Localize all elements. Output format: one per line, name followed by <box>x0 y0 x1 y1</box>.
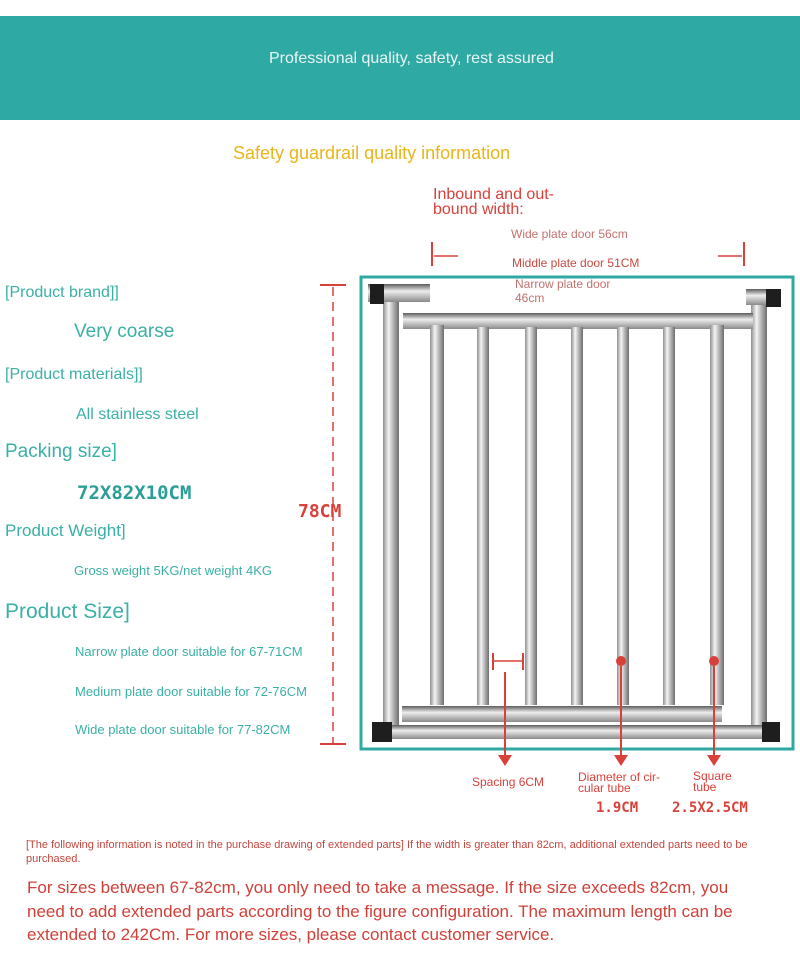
square-label: Square tube <box>693 769 732 794</box>
packing-value: 72X82X10CM <box>77 482 192 504</box>
size-label: Product Size] <box>5 600 130 623</box>
weight-value: Gross weight 5KG/net weight 4KG <box>74 563 272 578</box>
brand-value: Very coarse <box>74 321 175 342</box>
width-heading: Inbound and out-bound width: <box>433 186 554 218</box>
middle-door-width: Middle plate door 51CM <box>512 256 640 270</box>
section-title: Safety guardrail quality information <box>233 143 511 163</box>
size-instructions: For sizes between 67-82cm, you only need to take a message. If the size exceeds 82cm, you need to add extended parts according to the figure configuration. The maximum length can be extended to 242Cm. For more sizes, please contact customer service. <box>27 878 733 944</box>
round-bar <box>617 327 629 705</box>
round-bar <box>525 327 537 705</box>
weight-label: Product Weight] <box>5 521 126 540</box>
diameter-label: Diameter of cir-cular tube <box>578 770 661 795</box>
bottom-door-rail <box>402 706 722 722</box>
spacing-arrowhead <box>498 755 512 766</box>
materials-value: All stainless steel <box>76 406 199 423</box>
size-item-medium: Medium plate door suitable for 72-76CM <box>75 684 307 699</box>
left-foot <box>372 722 392 742</box>
base-rail <box>380 725 776 739</box>
packing-label: Packing size] <box>5 441 117 462</box>
right-foot <box>762 722 780 742</box>
spacing-label: Spacing 6CM <box>472 775 545 789</box>
round-bar <box>477 327 489 705</box>
square-dot <box>709 656 719 666</box>
square-value: 2.5X2.5CM <box>672 800 748 816</box>
diameter-arrowhead <box>614 755 628 766</box>
left-top-knob <box>370 284 384 304</box>
narrow-door-width: Narrow plate door 46cm <box>515 277 611 305</box>
left-post <box>383 297 399 727</box>
door-right-tube <box>710 325 724 705</box>
height-label: 78CM <box>298 501 342 522</box>
round-bar <box>571 327 583 705</box>
materials-label: [Product materials]] <box>5 366 143 383</box>
wide-door-width: Wide plate door 56cm <box>511 227 628 241</box>
size-item-narrow: Narrow plate door suitable for 67-71CM <box>75 644 303 659</box>
right-post <box>751 300 767 727</box>
size-item-wide: Wide plate door suitable for 77-82CM <box>75 722 291 737</box>
extended-parts-note: [The following information is noted in the purchase drawing of extended parts] If the width is greater than 82cm, additional extended parts need to be purchased. <box>26 839 748 865</box>
top-rail <box>403 313 753 329</box>
square-arrowhead <box>707 755 721 766</box>
door-left-tube <box>430 325 444 705</box>
round-bar <box>663 327 675 705</box>
brand-label: [Product brand]] <box>5 284 119 301</box>
right-top-knob <box>766 289 781 307</box>
diameter-dot <box>616 656 626 666</box>
header-slogan: Professional quality, safety, rest assured <box>269 50 554 67</box>
diameter-value: 1.9CM <box>596 800 639 816</box>
